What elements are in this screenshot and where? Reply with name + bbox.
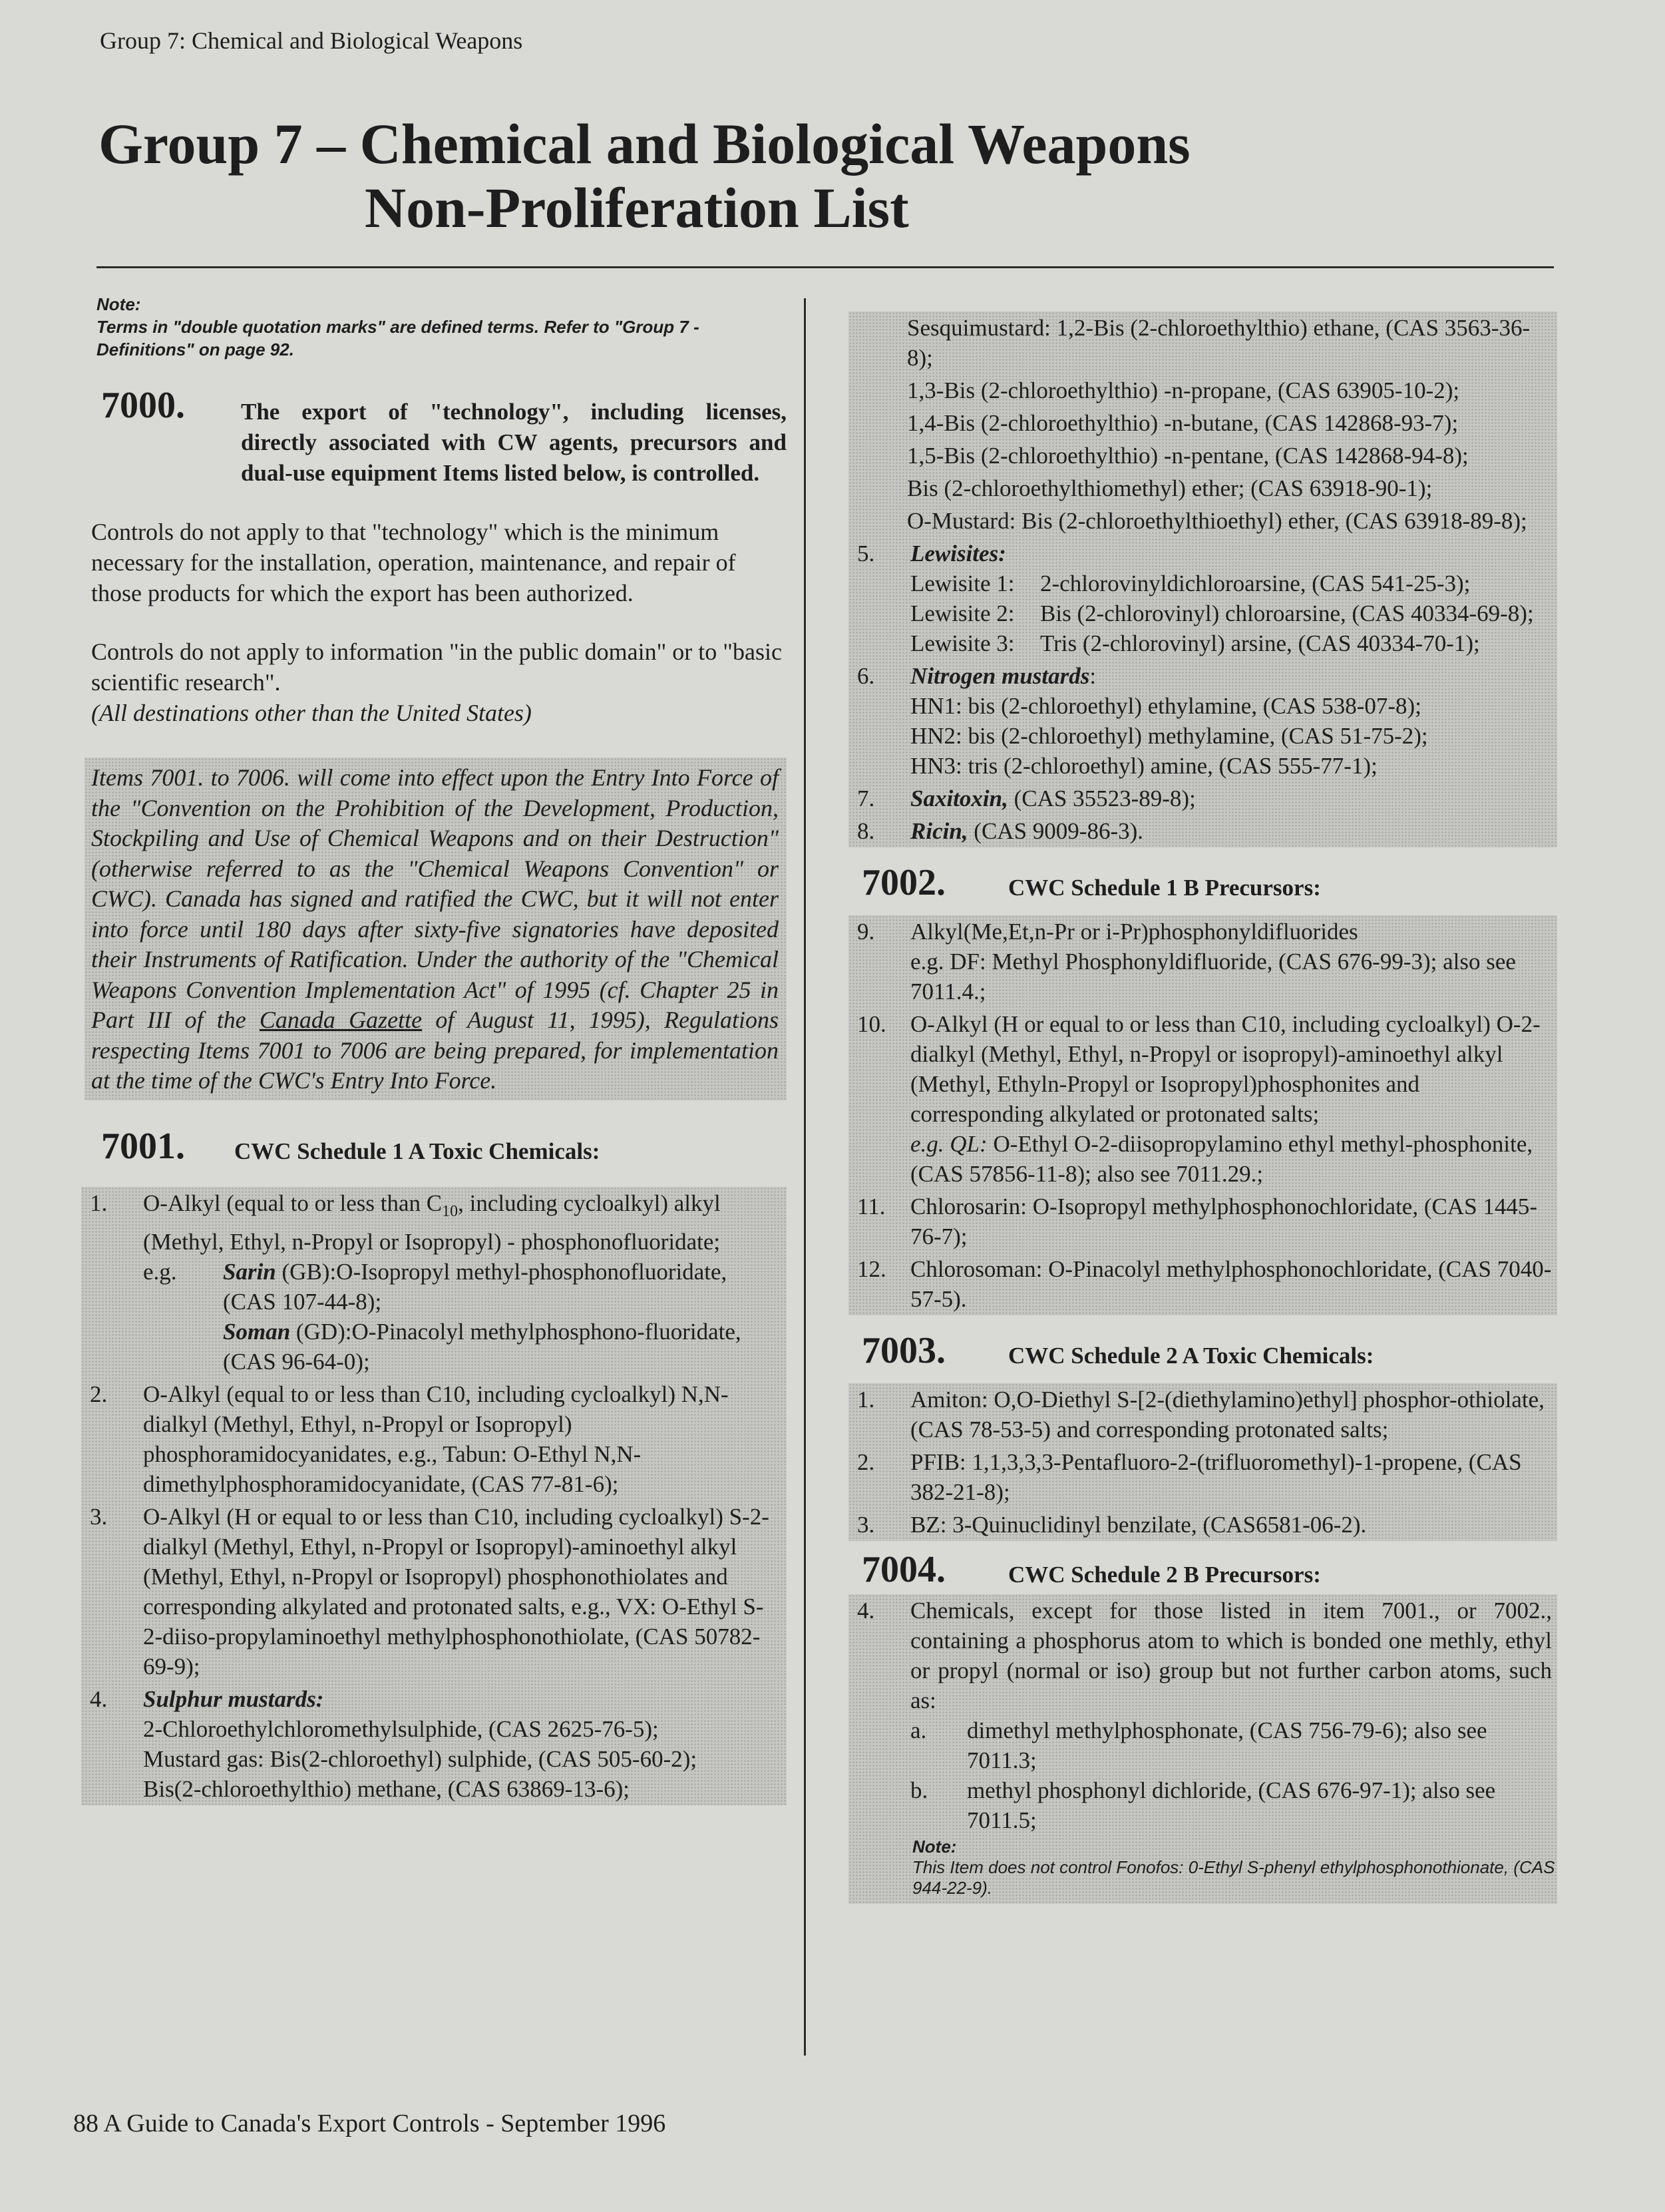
list-item <box>848 1446 1557 1508</box>
item-value: 2-chlorovinyldichloroarsine, (CAS 541-25-3); <box>1040 570 1471 596</box>
item-value: (CAS 35523-89-8); <box>1008 785 1196 811</box>
section-title: CWC Schedule 2 A Toxic Chemicals: <box>1008 1343 1374 1369</box>
item-number: 7. <box>857 785 875 811</box>
item-number: 8. <box>857 818 875 844</box>
item-line: Alkyl(Me,Et,n-Pr or i-Pr)phosphonyldifluorides <box>910 919 1358 945</box>
section-title: CWC Schedule 1 A Toxic Chemicals: <box>234 1138 600 1164</box>
sub-label: b. <box>910 1777 928 1803</box>
item-line: HN3: tris (2-chloroethyl) amine, (CAS 555-77-1); <box>910 753 1378 779</box>
item-number: 12. <box>857 1256 886 1282</box>
item-text <box>143 1188 781 1377</box>
item-value: (CAS 9009-86-3). <box>968 818 1144 844</box>
sarin-text: (GB):O-Isopropyl methyl-phosphonofluoridate, (CAS 107-44-8); <box>223 1258 727 1315</box>
item-list-7003 <box>848 1383 1557 1541</box>
item-label: Lewisite 1: <box>910 570 1015 596</box>
list-item <box>81 1683 787 1805</box>
item-text: BZ: 3-Quinuclidinyl benzilate, (CAS6581-06-2). <box>910 1512 1367 1538</box>
item-text <box>910 816 1552 846</box>
item-number: 2. <box>857 1449 875 1475</box>
item-list-7001-continued <box>848 312 1557 847</box>
item-text <box>910 1596 1552 1835</box>
item-line: Mustard gas: Bis(2-chloroethyl) sulphide, (CAS 505-60-2); <box>143 1745 697 1772</box>
right-column <box>848 312 1557 1904</box>
list-item <box>848 1190 1557 1253</box>
item-list-7001 <box>81 1187 787 1805</box>
list-item <box>81 1187 787 1378</box>
item-label: Lewisite 2: <box>910 600 1015 626</box>
item-line: Chemicals, except for those listed in item 7001., or 7002., containing a phosphorus atom to which is bonded one methly, ethyl or propyl (normal or iso) group but not further carbon atoms, such as: <box>910 1598 1552 1713</box>
title-rule <box>96 266 1554 268</box>
soman-text: (GD):O-Pinacolyl methylphosphono-fluoridate, (CAS 96-64-0); <box>223 1318 741 1375</box>
item-text <box>910 917 1552 1006</box>
list-item <box>848 1508 1557 1541</box>
item-number: 10. <box>857 1011 886 1037</box>
item-text <box>143 1684 781 1804</box>
list-item <box>81 1378 787 1500</box>
entry-note-text: Items 7001. to 7006. will come into effect upon the Entry Into Force of the "Convention on the Prohibition of the Development, Production, Stockpiling and Use of Chemical Weapons and on their Destruction" (otherwise referred to as the "Chemical Weapons Convention" or CWC). Canada has signed and ratified the CWC, but it will not enter into force until 180 days after sixty-five signatories have deposited their Instruments of Ratification. Under the authority of the "Chemical Weapons Convention Implementation Act" of 1995 (cf. Chapter 25 in Part III of the <box>91 764 779 1033</box>
item-text-a: O-Alkyl (equal to or less than C <box>143 1190 443 1216</box>
sub-item-b <box>910 1775 1552 1835</box>
item-text: Nitrogen mustards: HN1: bis (2-chloroethyl) ethylamine, (CAS 538-07-8); HN2: bis (2-chloroethyl) methylamine, (CAS 51-75-2); HN3: tris (2-chloroethyl) amine, (CAS 555-77-1); <box>910 661 1552 781</box>
item-text: Chlorosarin: O-Isopropyl methylphosphonochloridate, (CAS 1445-76-7); <box>910 1194 1537 1249</box>
page-title <box>98 112 1191 240</box>
section-title: CWC Schedule 1 B Precursors: <box>1008 875 1321 901</box>
section-7001 <box>81 1127 787 1167</box>
section-number: 7004. <box>862 1549 946 1590</box>
canada-gazette-link[interactable]: Canada Gazette <box>259 1006 423 1033</box>
sub-value: methyl phosphonyl dichloride, (CAS 676-97-1); also see 7011.5; <box>967 1777 1496 1833</box>
section-7004 <box>848 1550 1557 1590</box>
list-line: Sesquimustard: 1,2-Bis (2-chloroethylthio) ethane, (CAS 3563-36-8); <box>907 315 1531 371</box>
item-text: O-Alkyl (H or equal to or less than C10, including cycloalkyl) S-2-dialkyl (Methyl, Ethyl, n-Propyl or Isopropyl)-aminoethyl alkyl (Methyl, Ethyl, n-Propyl or Isopropyl) phosphonothiolates and corresponding alkylated and protonated salts, e.g., VX: O-Ethyl S-2-diiso-propylaminoethyl methylphosphonothiolate, (CAS 50782-69-9); <box>143 1503 769 1679</box>
list-line: 1,4-Bis (2-chloroethylthio) -n-butane, (CAS 142868-93-7); <box>907 410 1459 436</box>
item-number: 4. <box>90 1685 108 1712</box>
item-name: Ricin, <box>910 818 968 844</box>
item-text <box>910 1009 1552 1189</box>
eg-label: e.g. <box>143 1258 177 1285</box>
eg-label: e.g. QL: <box>910 1131 988 1157</box>
subscript: 10 <box>442 1202 459 1220</box>
item-number: 2. <box>90 1381 108 1407</box>
section-title: CWC Schedule 2 B Precursors: <box>1008 1562 1321 1588</box>
section-number: 7002. <box>862 862 946 903</box>
item-number: 6. <box>857 663 875 689</box>
item-text: Chlorosoman: O-Pinacolyl methylphosphonochloridate, (CAS 7040-57-5). <box>910 1256 1552 1312</box>
list-item <box>848 815 1557 847</box>
list-item <box>848 1008 1557 1190</box>
list-item <box>848 782 1557 815</box>
list-item <box>848 537 1557 660</box>
entry-note-text-end: of August 11, 1995), Regulations respecting Items 7001 to 7006 are being prepared, for implementation at the time of the CWC's Entry Into Force. <box>91 1006 779 1094</box>
list-item <box>81 1500 787 1683</box>
section-number: 7003. <box>862 1330 946 1371</box>
title-line-1: Group 7 – Chemical and Biological Weapons <box>98 112 1191 176</box>
item-list-7002 <box>848 915 1557 1315</box>
list-item <box>848 915 1557 1008</box>
list-item <box>848 1253 1557 1315</box>
note-text: This Item does not control Fonofos: 0-Ethyl S-phenyl ethylphosphonothionate, (CAS 944-22-9). <box>912 1857 1555 1898</box>
item-text: Amiton: O,O-Diethyl S-[2-(diethylamino)ethyl] phosphor-othiolate, (CAS 78-53-5) and corresponding protonated salts; <box>910 1387 1545 1442</box>
section-number: 7001. <box>101 1125 185 1167</box>
paragraph-destinations: (All destinations other than the United States) <box>91 700 532 726</box>
sub-label: a. <box>910 1717 927 1743</box>
item-name: Saxitoxin, <box>910 785 1008 811</box>
item-text <box>910 539 1552 658</box>
item-list-7004 <box>848 1594 1557 1904</box>
section-7002 <box>848 863 1557 903</box>
page-footer: 88 A Guide to Canada's Export Controls - September 1996 <box>73 2109 666 2137</box>
section-number: 7000. <box>101 385 185 426</box>
sub-value: dimethyl methylphosphonate, (CAS 756-79-6); also see 7011.3; <box>967 1717 1487 1773</box>
example-sarin <box>143 1257 781 1317</box>
list-line: 1,5-Bis (2-chloroethylthio) -n-pentane, (CAS 142868-94-8); <box>907 443 1469 469</box>
item-text: PFIB: 1,1,3,3,3-Pentafluoro-2-(trifluoromethyl)-1-propene, (CAS 382-21-8); <box>910 1449 1522 1505</box>
example-soman <box>143 1317 781 1377</box>
sarin-name: Sarin <box>223 1258 276 1285</box>
item-text <box>910 783 1552 813</box>
item-number: 3. <box>857 1512 875 1538</box>
list-line: O-Mustard: Bis (2-chloroethylthioethyl) ether, (CAS 63918-89-8); <box>907 508 1527 534</box>
section-7003 <box>848 1331 1557 1371</box>
list-item <box>848 660 1557 782</box>
item-line: HN2: bis (2-chloroethyl) methylamine, (CAS 51-75-2); <box>910 723 1428 749</box>
item-line: O-Alkyl (H or equal to or less than C10, including cycloalkyl) O-2-dialkyl (Methyl, Ethyl, n-Propyl or isopropyl)-aminoethyl alkyl (Methyl, Ethyln-Propyl or Isopropyl)phosphonites and corresponding alkylated or protonated salts; <box>910 1011 1541 1127</box>
note-label: Note: <box>96 294 141 314</box>
column-divider <box>804 298 806 2056</box>
list-line: Bis (2-chloroethylthiomethyl) ether; (CAS 63918-90-1); <box>907 475 1433 501</box>
list-item <box>848 1594 1557 1837</box>
item-title: Lewisites: <box>910 541 1006 566</box>
section-7000 <box>81 386 787 489</box>
item-label: Lewisite 3: <box>910 630 1015 656</box>
item-title: Sulphur mustards: <box>143 1685 324 1712</box>
item-number: 11. <box>857 1194 886 1219</box>
note-label: Note: <box>912 1837 957 1857</box>
lewisite-3 <box>910 628 1552 658</box>
paragraph-minimum-technology: Controls do not apply to that "technology" which is the minimum necessary for the installation, operation, maintenance, and repair of those products for which the export has been authorized. <box>91 519 736 606</box>
list-item <box>848 1383 1557 1446</box>
soman-name: Soman <box>223 1318 291 1345</box>
item-text: O-Alkyl (equal to or less than C10, including cycloalkyl) N,N-dialkyl (Methyl, Ethyl, n-Propyl or Isopropyl) phosphoramidocyanidates, e.g., Tabun: O-Ethyl N,N-dimethylphosphoramidocyanidate, (CAS 77-81-6); <box>143 1381 729 1497</box>
item-line: e.g. DF: Methyl Phosphonyldifluoride, (CAS 676-99-3); also see 7011.4.; <box>910 949 1516 1004</box>
note-text: Terms in "double quotation marks" are defined terms. Refer to "Group 7 - Definitions" on page 92. <box>96 317 699 359</box>
title-line-2: Non-Proliferation List <box>365 176 909 240</box>
item-number: 3. <box>90 1503 108 1530</box>
eg-text: O-Ethyl O-2-diisopropylamino ethyl methyl-phosphonite, (CAS 57856-11-8); also see 7011.29.; <box>910 1131 1533 1187</box>
running-head: Group 7: Chemical and Biological Weapons <box>100 27 523 54</box>
lewisite-2 <box>910 598 1552 628</box>
paragraph-public-domain: Controls do not apply to information "in the public domain" or to "basic scientific research". <box>91 638 782 696</box>
item-value: Bis (2-chlorovinyl) chloroarsine, (CAS 40334-69-8); <box>1040 600 1534 626</box>
item-title: Nitrogen mustards <box>910 663 1090 689</box>
item-number: 1. <box>90 1190 108 1216</box>
item-number: 5. <box>857 541 875 566</box>
item-line: HN1: bis (2-chloroethyl) ethylamine, (CAS 538-07-8); <box>910 693 1421 719</box>
item-line: Bis(2-chloroethylthio) methane, (CAS 63869-13-6); <box>143 1775 630 1802</box>
list-line: 1,3-Bis (2-chloroethylthio) -n-propane, (CAS 63905-10-2); <box>907 377 1460 403</box>
item-text-b: , including cycloalkyl) alkyl (Methyl, Ethyl, n-Propyl or Isopropyl) - phosphonofluoridate; <box>143 1190 721 1255</box>
section-text: The export of "technology", including licenses, directly associated with CW agents, precursors and dual-use equipment Items listed below, is controlled. <box>241 399 787 486</box>
item-number: 4. <box>857 1598 875 1624</box>
left-column <box>81 293 787 1805</box>
item-value: Tris (2-chlorovinyl) arsine, (CAS 40334-70-1); <box>1040 630 1480 656</box>
entry-into-force-note <box>85 758 787 1100</box>
sub-item-a <box>910 1715 1552 1775</box>
item-number: 1. <box>857 1387 875 1413</box>
lewisite-1 <box>910 568 1552 598</box>
item-number: 9. <box>857 919 875 945</box>
item-line: 2-Chloroethylchloromethylsulphide, (CAS 2625-76-5); <box>143 1715 659 1742</box>
